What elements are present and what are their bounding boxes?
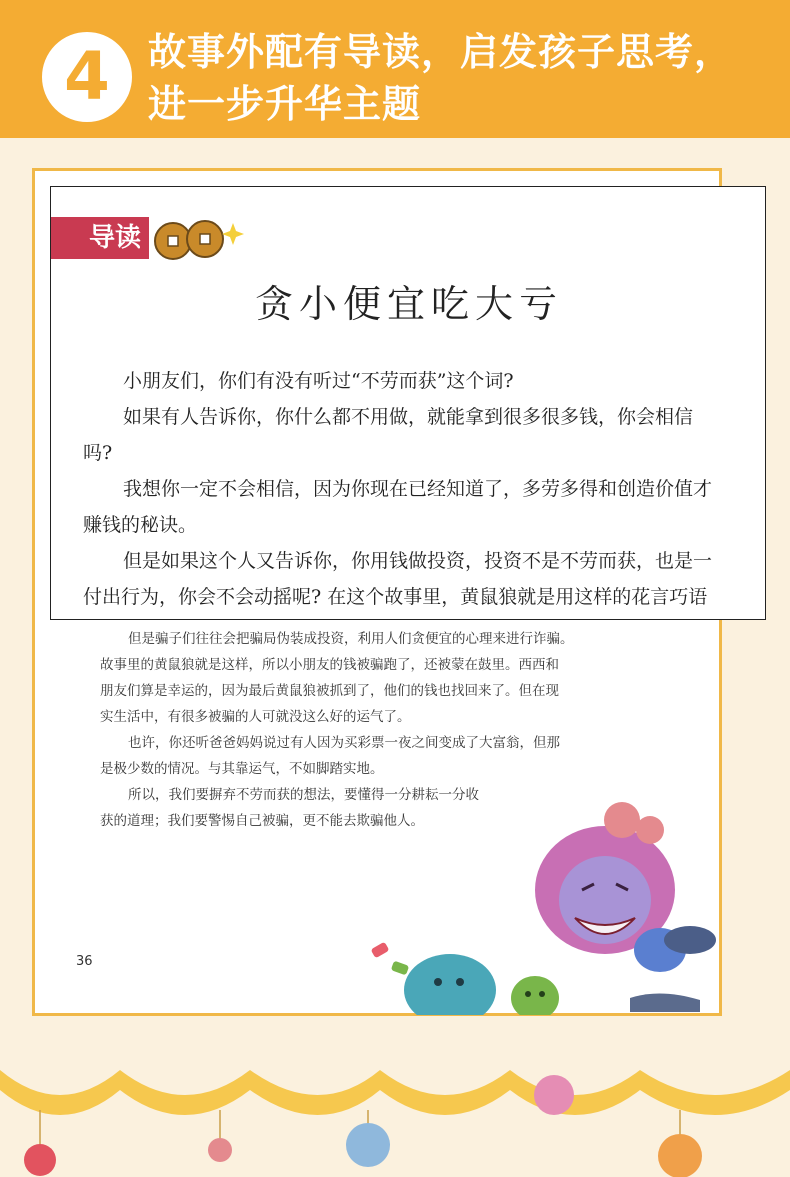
header-title-line-2: 进一步升华主题 — [148, 82, 422, 126]
page-number: 36 — [76, 954, 93, 969]
excerpt-line: 如果有人告诉你，你什么都不用做，就能拿到很多很多钱，你会相信 — [123, 406, 694, 428]
header-title-line-1: 故事外配有导读，启发孩子思考， — [148, 30, 734, 74]
excerpt-line: 但是如果这个人又告诉你，你用钱做投资，投资不是不劳而获，也是一 — [123, 550, 713, 572]
excerpt-line: 吗? — [83, 442, 113, 464]
excerpt-text — [83, 363, 766, 615]
page-line: 但是骗子们往往会把骗局伪装成投资，利用人们贪便宜的心理来进行诈骗。 — [128, 631, 574, 647]
excerpt-line: 付出行为，你会不会动摇呢? 在这个故事里，黄鼠狼就是用这样的花言巧语 — [83, 586, 708, 608]
page-line: 也许，你还听爸爸妈妈说过有人因为买彩票一夜之间变成了大富翁，但那 — [128, 735, 560, 751]
guide-tag: 导读 — [50, 217, 149, 259]
page-line: 所以，我们要摒弃不劳而获的想法，要懂得一分耕耘一分收 — [128, 787, 479, 803]
excerpt-line: 赚钱的秘诀。 — [83, 514, 198, 536]
excerpt-line: 小朋友们，你们有没有听过“不劳而获”这个词? — [123, 370, 514, 392]
story-title: 贪小便宜吃大亏 — [254, 282, 563, 326]
crying-girl-illustration — [360, 800, 722, 1015]
section-number-badge: 4 — [38, 28, 136, 126]
page-line: 实生活中，有很多被骗的人可就没这么好的运气了。 — [100, 709, 411, 725]
page-line: 获的道理；我们要警惕自己被骗，更不能去欺骗他人。 — [100, 813, 424, 829]
page-line: 朋友们算是幸运的，因为最后黄鼠狼被抓到了，他们的钱也找回来了。但在现 — [100, 683, 559, 699]
header-banner — [0, 0, 790, 138]
page-line: 是极少数的情况。与其靠运气，不如脚踏实地。 — [100, 761, 384, 777]
garland-decoration — [0, 1010, 790, 1177]
zoomed-excerpt — [50, 186, 766, 620]
coins-icon — [151, 213, 261, 263]
page-line: 故事里的黄鼠狼就是这样，所以小朋友的钱被骗跑了，还被蒙在鼓里。西西和 — [100, 657, 559, 673]
excerpt-line: 我想你一定不会相信，因为你现在已经知道了，多劳多得和创造价值才 — [123, 478, 713, 500]
header-title — [148, 26, 768, 130]
